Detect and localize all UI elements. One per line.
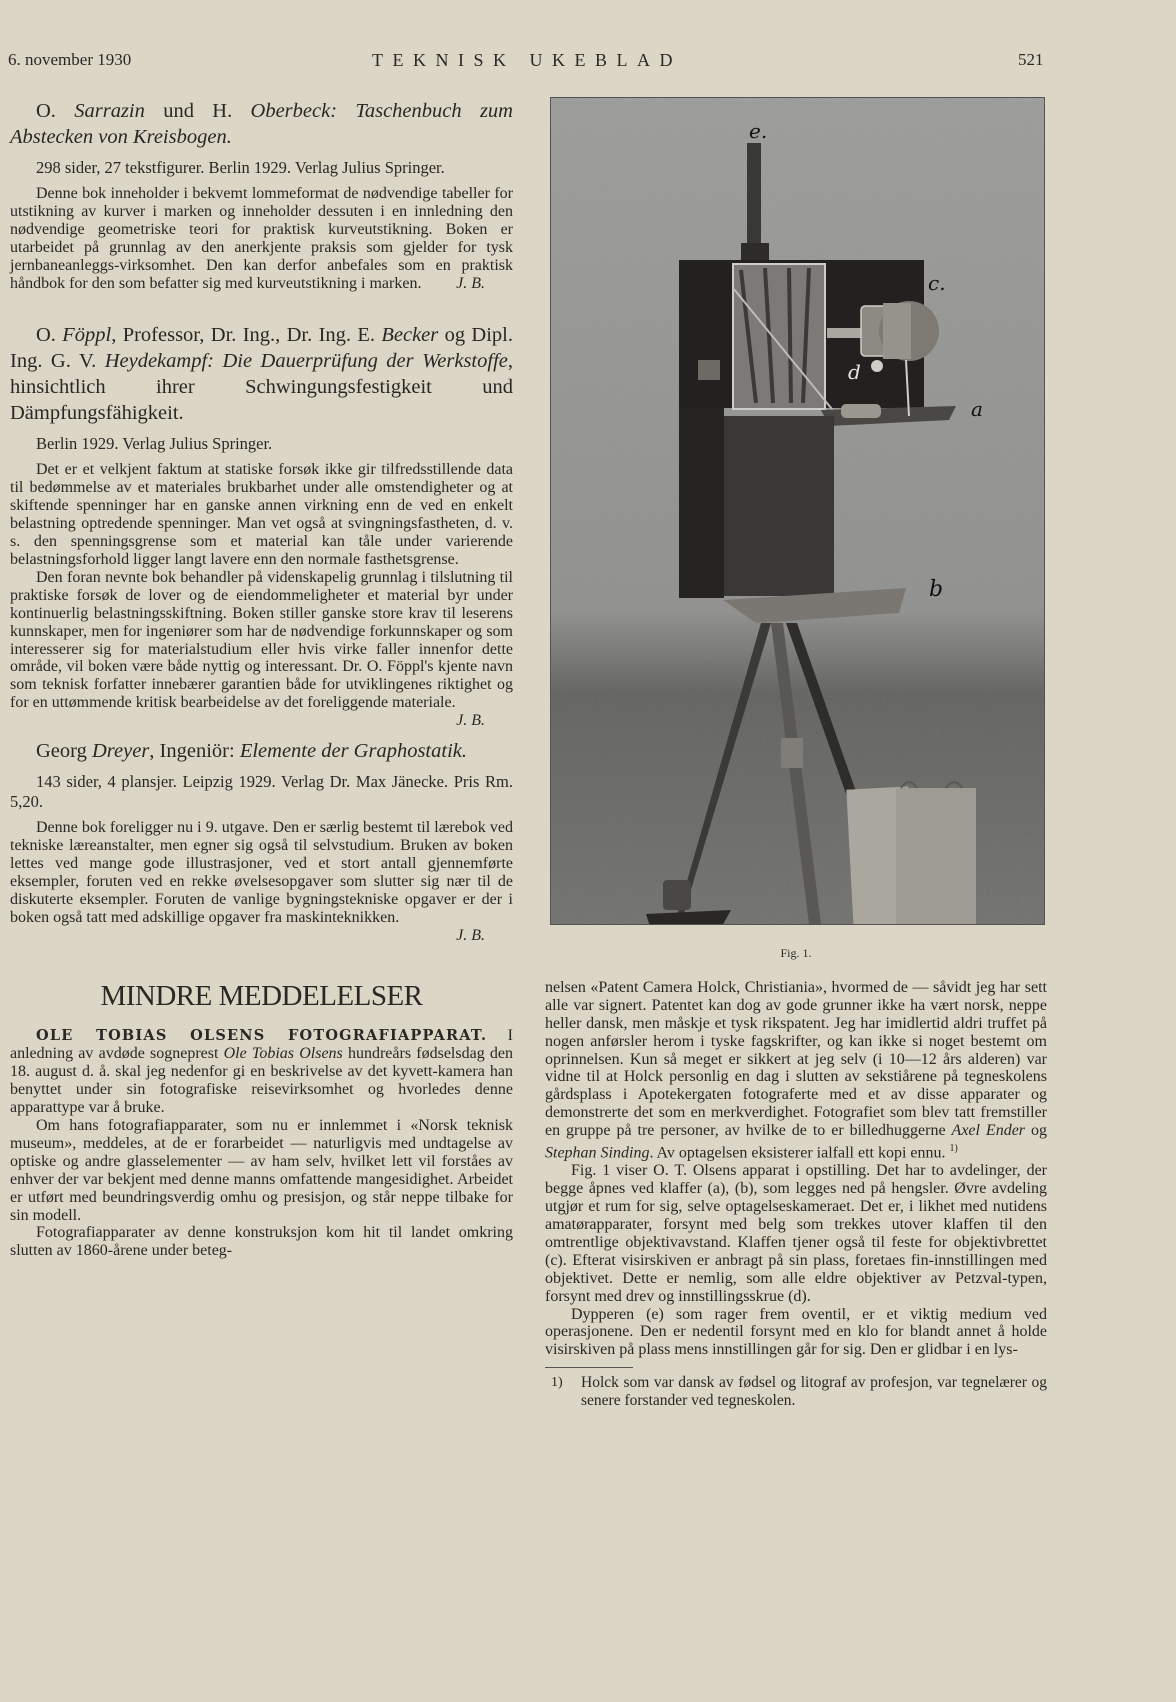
footnote-text: Holck som var dansk av fødsel og litograf av profesjon, var tegnelærer og senere forstander ved tegneskolen.	[581, 1374, 1047, 1410]
right-column	[545, 97, 1047, 1410]
review-body-paragraph: Den foran nevnte bok behandler på videnskapelig grunnlag i tilslutning til praktiske forsøk de lover og de eiendommeligheter et material byr under kontinuerlig belastningsskiftning. Boken stiller ganske store krav til leserens kunnskaper, men for ingeniører som har de nødvendige forkunnskaper og som interesserer sig for materialstudium eller hvis virke faller innenfor dette område, vil boken være både nyttig og interessant. Dr. O. Föppl's kjente navn som teknisk forfatter innebærer garantien både for utviklingenes riktighet og for en uttømmende kritisk bearbeidelse av det foreliggende materiale. J. B.	[10, 568, 513, 730]
page-number: 521	[1018, 50, 1044, 69]
article-paragraph: Fig. 1 viser O. T. Olsens apparat i opstilling. Det har to avdelinger, der begge åpnes ved klaffer (a), (b), som legges ned på hengsler. Øvre avdeling utgjør et rum for sig, selve optagelseskameraet. Det er, i likhet med nutidens amatørapparater, forsynt med belg som trekkes utover klaffen til den omtrentlige objektivavstand. Klaffen tjener også til feste for objektivbrettet (c). Efterat visirskiven er anbragt på sin plass, foretaes fin-innstillingen med objektivet. Dette er nemlig, som alle eldre objektiver av Petzval-typen, forsynt med drev og innstillingsskrue (d).	[545, 1162, 1047, 1305]
left-column	[10, 98, 513, 1260]
running-head	[0, 50, 1176, 76]
label-a: a	[971, 397, 983, 421]
camera-photograph	[550, 97, 1045, 925]
review-body-paragraph: Det er et velkjent faktum at statiske forsøk ikke gir tilfredsstillende data til bedømmelse av et materiales brukbarhet under alle omstendigheter og at skiftende spenninger har en ganske annen virkning enn de ved en enkelt belastning optredende spenninger. Man vet også at svingningsfastheten, d. v. s. den spenningsgrense som et material kan tåle under varierende belastningsforhold ligger langt lavere enn den normale fasthetsgrense.	[10, 461, 513, 568]
label-e: e.	[749, 119, 768, 143]
book-review-foppl	[10, 322, 513, 730]
issue-date: 6. november 1930	[8, 50, 132, 69]
review-signature: J. B.	[456, 274, 485, 292]
section-heading: MINDRE MEDDELELSER	[100, 980, 423, 1013]
review-title: O. Sarrazin und H. Oberbeck: Taschenbuch zum Abstecken von Kreisbogen.	[10, 100, 513, 148]
review-body: Denne bok inneholder i bekvemt lommeformat de nødvendige tabeller for utstikning av kurver i marken og inneholder dessuten i en innledning den nødvendige geometriske teori for praktisk kurveutstikning. Boken er utarbeidet på grunnlag av den anerkjente praksis som gjelder for tysk jernbaneanleggs-virksomhet. Den kan derfor anbefales som en praktisk håndbok for den som befatter sig med kurveutstikning i marken. J. B.	[10, 185, 513, 292]
book-review-dreyer	[10, 738, 513, 944]
review-signature: J. B.	[456, 712, 485, 730]
footnote-marker: 1)	[551, 1375, 563, 1391]
article-olsen-camera	[10, 1027, 513, 1260]
review-signature: J. B.	[456, 926, 485, 944]
camera-on-tripod-image	[551, 98, 1044, 924]
article-paragraph: Fotografiapparater av denne konstruksjon kom hit til landet omkring slutten av 1860-årene under beteg-	[10, 1224, 513, 1260]
review-title: O. Föppl, Professor, Dr. Ing., Dr. Ing. E. Becker og Dipl. Ing. G. V. Heydekampf: Die Dauerprüfung der Werkstoffe, hinsichtlich ihrer Schwingungsfestigkeit und Dämpfungsfähigkeit.	[10, 324, 513, 425]
label-d: d	[848, 360, 861, 384]
review-title: Georg Dreyer, Ingeniör: Elemente der Graphostatik.	[36, 740, 467, 763]
review-publication-info: 298 sider, 27 tekstfigurer. Berlin 1929. Verlag Julius Springer.	[36, 158, 445, 177]
footnote-divider	[545, 1367, 633, 1368]
review-publication-info: 143 sider, 4 plansjer. Leipzig 1929. Verlag Dr. Max Jänecke. Pris Rm. 5,20.	[10, 772, 513, 812]
figure-caption: Fig. 1.	[780, 946, 812, 960]
journal-title: TEKNISK UKEBLAD	[372, 50, 682, 70]
footnote	[545, 1374, 1047, 1410]
label-c: c.	[928, 271, 946, 295]
review-publication-info: Berlin 1929. Verlag Julius Springer.	[36, 434, 273, 454]
article-paragraph: nelsen «Patent Camera Holck, Christiania», hvormed de — såvidt jeg har sett alle var signert. Patentet kan dog av gode grunner ikke ha vært norsk, neppe heller dansk, men måskje et tysk rikspatent. Jeg har imidlertid aldri truffet på nogen anførsler herom i tyske fagskrifter, og kan ikke si noget bestemt om oprinnelsen. Kun så meget er sikkert at jeg selv (i 10—12 års alderen) var vidne til at Holck personlig en dag i slutten av sekstiårene på tegneskolens gårdsplass i Apotekergaten fotograferte med et av disse apparater og demonstrerte det som en merkverdighet. Fotografiet som blev tatt fremstiller en gruppe på tre personer, av hvilke de to er billedhuggerne Axel Ender og Stephan Sinding. Av optagelsen eksisterer ialfall ett kopi ennu. $^{1)}$	[545, 978, 1047, 1162]
article-paragraph: OLE TOBIAS OLSENS FOTOGRAFIAPPARAT. I anledning av avdøde sogneprest Ole Tobias Olsens hundreårs fødselsdag den 18. august d. å. skal jeg nedenfor gi en beskrivelse av det kyvett-kamera han benyttet under sin fotografiske reisevirksomhet og hvorledes denne apparattype var å bruke.	[10, 1027, 513, 1117]
article-paragraph: Om hans fotografiapparater, som nu er innlemmet i «Norsk teknisk museum», meddeles, at de er forarbeidet — naturligvis med undtagelse av optiske og andre glasselementer — av ham selv, hvilket lett vil forståes av enhver der var bekjent med denne manns omfattende mangesidighet. Arbeidet er utført med beundringsverdig omhu og presisjon, og står neppe tilbake for sin modell.	[10, 1117, 513, 1224]
book-review-sarrazin	[10, 98, 513, 292]
review-body: Denne bok foreligger nu i 9. utgave. Den er særlig bestemt til lærebok ved tekniske læreanstalter, men egner sig også til selvstudium. Bruken av boken lettes ved mange gode illustrasjoner, ved et stort antall gjennemførte eksempler, foruten ved en rekke øvelsesopgaver som slutter sig nær til de diskuterte eksempler. Foruten de vanlige bygningstekniske opgaver er der i boken også tatt med adskillige opgaver fra maskinteknikken.	[10, 819, 513, 926]
footnote-reference: 1)	[949, 1143, 958, 1155]
article-paragraph: Dypperen (e) som rager frem oventil, er et viktig medium ved operasjonene. Den er nedentil forsynt med en klo for blandt annet å holde visirskiven på plass mens innstillingen går for sig. Den er glidbar i en lys-	[545, 1305, 1047, 1359]
label-b: b	[929, 577, 944, 602]
article-lead-title: OLE TOBIAS OLSENS FOTOGRAFIAPPARAT.	[36, 1027, 488, 1045]
